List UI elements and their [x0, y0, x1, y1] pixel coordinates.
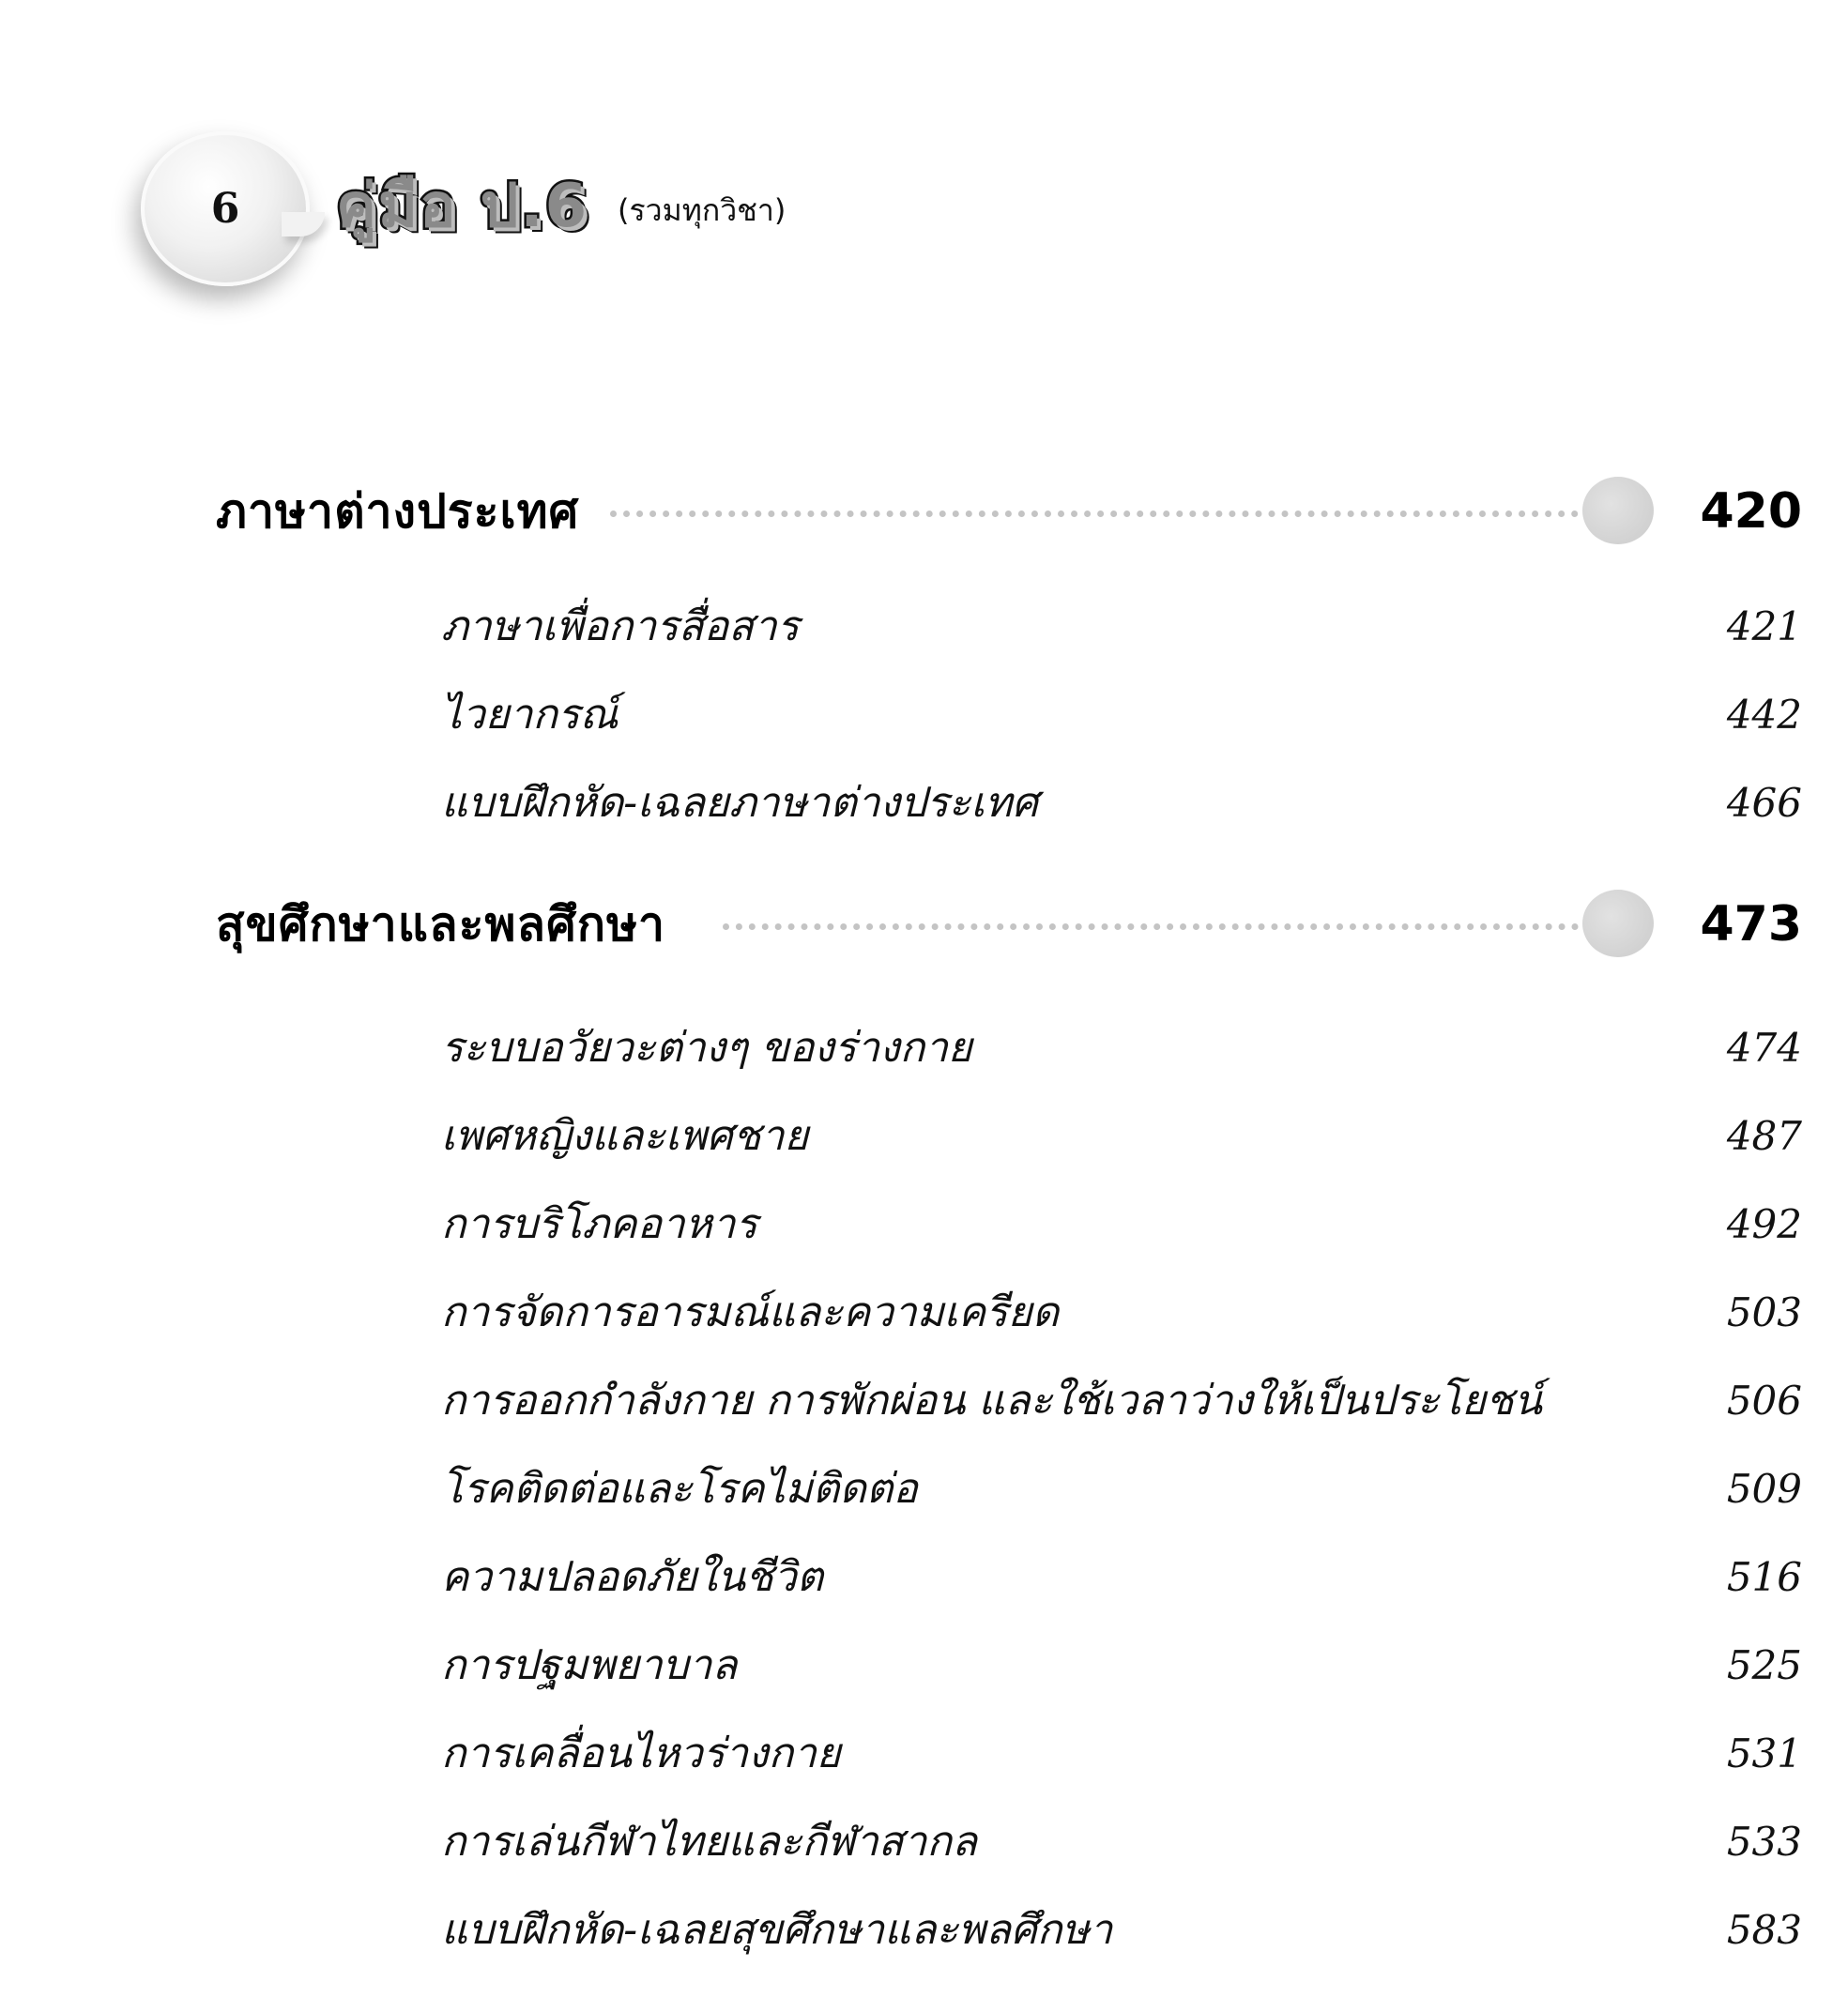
- toc-item-page: 421: [1726, 603, 1802, 649]
- toc-item[interactable]: [441, 594, 1802, 660]
- dot-leader: [723, 923, 1605, 930]
- toc-item-title: การเคลื่อนไหวร่างกาย: [441, 1730, 841, 1777]
- toc-item-page: 516: [1726, 1554, 1802, 1600]
- toc-item[interactable]: [441, 770, 1802, 836]
- toc-item-title: การปฐมพยาบาล: [441, 1641, 738, 1689]
- toc-item-title: แบบฝึกหัด-เฉลยภาษาต่างประเทศ: [441, 779, 1039, 827]
- toc-item[interactable]: [441, 682, 1802, 748]
- toc-item-title: เพศหญิงและเพศชาย: [441, 1112, 809, 1160]
- toc-item-page: 492: [1726, 1201, 1802, 1247]
- toc-item[interactable]: [441, 1192, 1802, 1258]
- toc-item-page: 509: [1726, 1466, 1802, 1512]
- toc-item-page: 474: [1726, 1025, 1802, 1071]
- toc-item[interactable]: [441, 1456, 1802, 1522]
- section-page-number: 473: [1700, 896, 1802, 953]
- book-title: คู่มือ ป.6: [336, 172, 589, 241]
- toc-item-page: 533: [1726, 1819, 1802, 1865]
- toc-item-title: การเล่นกีฬาไทยและกีฬาสากล: [441, 1818, 977, 1866]
- toc-section-health-pe[interactable]: [216, 882, 1802, 967]
- toc-item-page: 487: [1726, 1113, 1802, 1159]
- section-title: ภาษาต่างประเทศ: [216, 469, 592, 554]
- toc-item[interactable]: [441, 1809, 1802, 1875]
- section-page-number: 420: [1700, 483, 1802, 540]
- toc-item-title: ภาษาเพื่อการสื่อสาร: [441, 602, 800, 650]
- section-page-circle: [1582, 890, 1654, 957]
- toc-item-title: การออกกำลังกาย การพักผ่อน และใช้เวลาว่างให้เป็นประโยชน์: [441, 1377, 1542, 1425]
- toc-item[interactable]: [441, 1104, 1802, 1169]
- toc-item[interactable]: [441, 1545, 1802, 1610]
- toc-item-title: ความปลอดภัยในชีวิต: [441, 1553, 824, 1601]
- toc-item-title: ไวยากรณ์: [441, 691, 619, 739]
- toc-item-title: การจัดการอารมณ์และความเครียด: [441, 1288, 1060, 1336]
- toc-item-title: การบริโภคอาหาร: [441, 1200, 758, 1248]
- dot-leader: [610, 511, 1605, 517]
- toc-item[interactable]: [441, 1015, 1802, 1081]
- toc-item-page: 525: [1726, 1642, 1802, 1688]
- toc-section-foreign-languages[interactable]: [216, 469, 1802, 554]
- toc-item-title: ระบบอวัยวะต่างๆ ของร่างกาย: [441, 1024, 972, 1072]
- toc-item[interactable]: [441, 1898, 1802, 1963]
- toc-item[interactable]: [441, 1368, 1802, 1434]
- toc-item-title: แบบฝึกหัด-เฉลยสุขศึกษาและพลศึกษา: [441, 1906, 1113, 1954]
- toc-item-page: 506: [1726, 1378, 1802, 1424]
- section-page-circle: [1582, 477, 1654, 544]
- toc-item-page: 503: [1726, 1289, 1802, 1335]
- book-subtitle: (รวมทุกวิชา): [618, 192, 787, 228]
- toc-item[interactable]: [441, 1721, 1802, 1787]
- toc-item-title: โรคติดต่อและโรคไม่ติดต่อ: [441, 1465, 918, 1513]
- toc-item[interactable]: [441, 1633, 1802, 1699]
- toc-item-page: 531: [1726, 1730, 1802, 1776]
- toc-item-page: 466: [1726, 780, 1802, 826]
- section-title: สุขศึกษาและพลศึกษา: [216, 882, 679, 967]
- toc-item-page: 442: [1726, 692, 1802, 738]
- toc-item[interactable]: [441, 1280, 1802, 1346]
- toc-item-page: 583: [1726, 1907, 1802, 1953]
- page-number: 6: [210, 185, 240, 233]
